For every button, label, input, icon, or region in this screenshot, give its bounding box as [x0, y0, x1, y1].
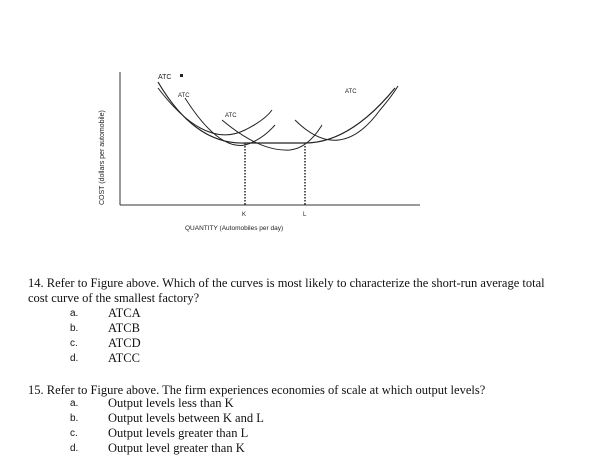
- x-tick-l: L: [303, 212, 307, 218]
- curve-label-1: ATC: [158, 74, 172, 81]
- option-text: Output levels between K and L: [108, 411, 264, 425]
- curve-label-1-marker: [180, 74, 183, 77]
- curve-label-3: ATC: [225, 113, 237, 119]
- option-letter: a.: [70, 308, 79, 319]
- option-text: ATCB: [108, 321, 140, 335]
- option-text: Output level greater than K: [108, 441, 245, 455]
- option-letter: d.: [70, 353, 79, 364]
- lrac-envelope: [158, 82, 395, 143]
- option-text: ATCA: [108, 306, 141, 320]
- atc-curve-1: [158, 88, 272, 135]
- option-letter: a.: [70, 398, 79, 409]
- option-letter: c.: [70, 338, 78, 349]
- question-14-text: 14. Refer to Figure above. Which of the curves is most likely to characterize the short-run average total cost curve of the smallest factory?: [28, 276, 545, 305]
- option-text: ATCC: [108, 351, 140, 365]
- question-15-text: 15. Refer to Figure above. The firm experiences economies of scale at which output levels?: [28, 383, 486, 397]
- option-letter: d.: [70, 443, 79, 454]
- option-text: Output levels less than K: [108, 396, 234, 410]
- option-letter: b.: [70, 413, 79, 424]
- x-tick-k: K: [242, 212, 247, 218]
- option-text: Output levels greater than L: [108, 426, 249, 440]
- option-letter: c.: [70, 428, 78, 439]
- curve-label-4: ATC: [345, 89, 357, 95]
- atc-curve-2: [185, 98, 275, 145]
- y-axis-label: COST (dollars per automobile): [99, 110, 106, 205]
- option-letter: b.: [70, 323, 79, 334]
- option-text: ATCD: [108, 336, 141, 350]
- curve-label-2: ATC: [178, 93, 190, 99]
- x-axis-label: QUANTITY (Automobiles per day): [185, 225, 284, 232]
